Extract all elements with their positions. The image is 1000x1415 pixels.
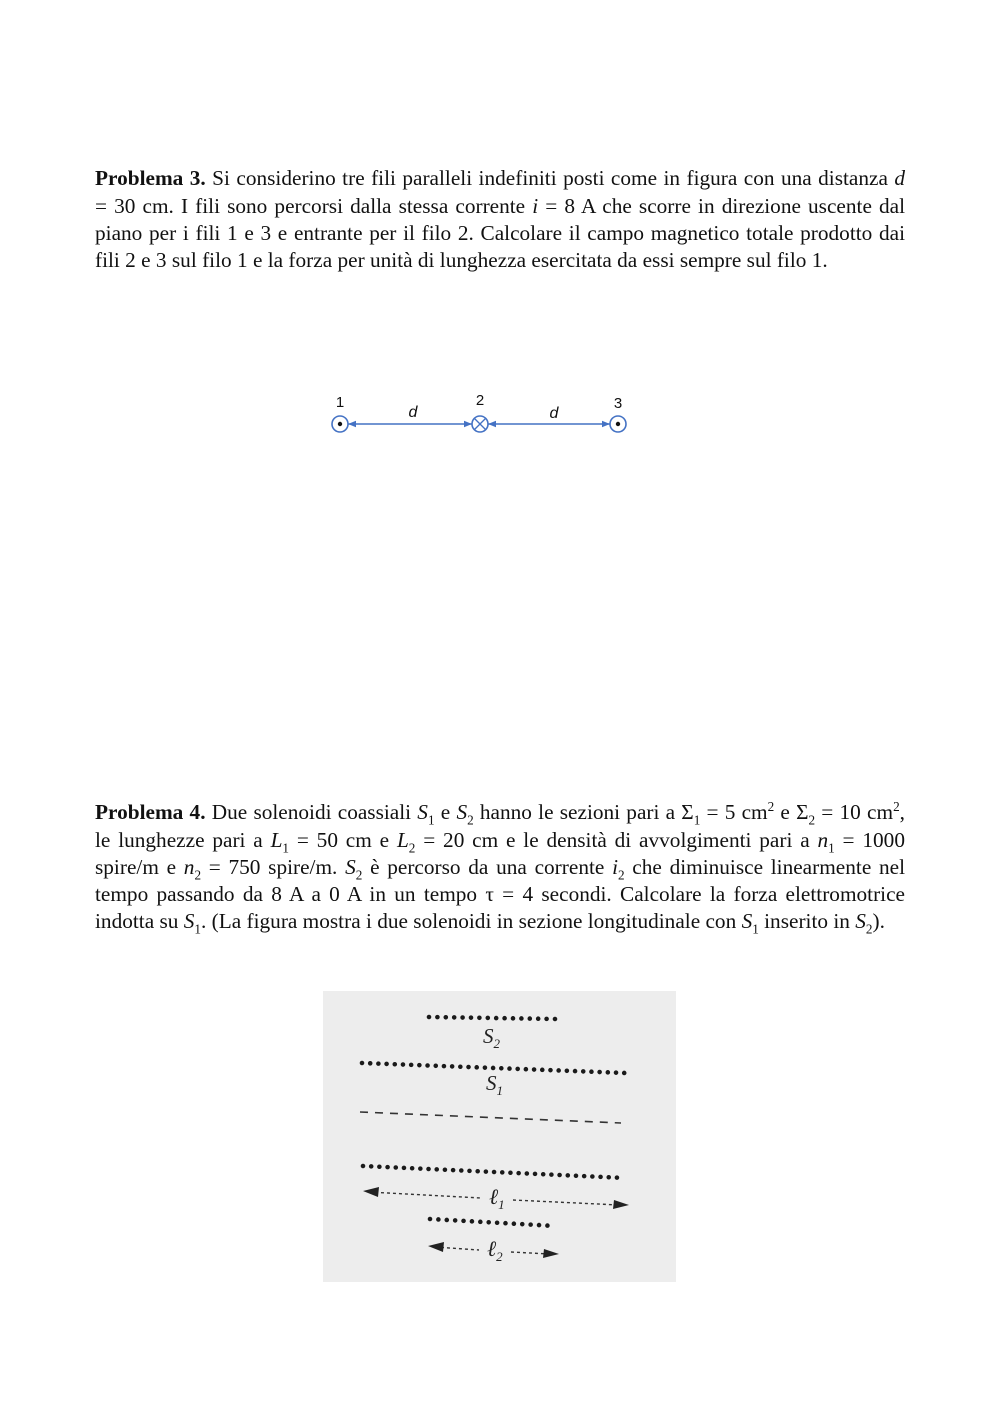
symbol-S: S (456, 800, 468, 825)
text-run: = 1000 spire/m e (95, 827, 905, 879)
subscript: 2 (355, 866, 363, 882)
symbol-S: S (183, 909, 195, 934)
subscript: 1 (828, 839, 835, 855)
subscript: 1 (194, 921, 201, 937)
subscript: 1 (693, 812, 701, 828)
text-run: inserito in (758, 909, 856, 934)
text-run: = 8 A che scorre in direzione uscente dal piano per i fili 1 e 3 e entrante per il filo 2. Calcolare il campo magnetico totale prodotto dai fili 2 e 3 sul filo 1 e la forza per unità di lunghezza esercitata da essi sempre sul filo 1. (95, 193, 906, 272)
text-run: ). (872, 909, 885, 934)
subscript: 2 (617, 866, 625, 882)
variable-d: d (894, 166, 906, 191)
label-s2: $S_2$ (483, 1024, 500, 1051)
subscript: 2 (808, 812, 816, 828)
text-run: = 10 cm (815, 800, 894, 825)
symbol-S: S (855, 909, 866, 934)
text-run: Due solenoidi coassiali (205, 800, 418, 825)
label-l2: ℓ$_2$ (487, 1236, 503, 1264)
wire-1-out-of-plane-icon (332, 416, 348, 432)
symbol-i: i (612, 854, 618, 879)
symbol-S: S (417, 800, 428, 825)
text-run: = 750 spire/m. (201, 854, 346, 879)
problem-3-title: Problema 3. (95, 166, 206, 191)
symbol-L: L (396, 827, 409, 852)
symbol-S: S (345, 854, 356, 879)
distance-label-right: d (549, 405, 559, 422)
subscript: 1 (282, 839, 290, 855)
text-run: Si considerino tre fili paralleli indefiniti posti come in figura con una distanza (205, 166, 895, 191)
solenoids-figure (323, 991, 676, 1282)
label-l1: ℓ$_1$ (489, 1184, 505, 1212)
text-run: e Σ (774, 800, 809, 825)
symbol-n: n (183, 854, 195, 879)
problem-4-text (95, 799, 905, 935)
symbol-S: S (741, 909, 753, 934)
text-run: che diminuisce linearmente nel tempo passando da 8 A a 0 A in un tempo τ = 4 secondi. Calcolare la forza elettromotrice indotta su (95, 854, 906, 934)
symbol-n: n (817, 827, 829, 852)
wire-3-out-of-plane-icon (610, 416, 626, 432)
superscript: 2 (893, 799, 900, 815)
subscript: 2 (408, 839, 416, 855)
subscript: 1 (427, 812, 435, 828)
wire-2-label: 2 (475, 392, 485, 409)
text-run: hanno le sezioni pari a Σ (473, 800, 694, 825)
variable-i: i (532, 193, 539, 218)
text-run: . (La figura mostra i due solenoidi in sezione longitudinale con (200, 909, 742, 934)
text-run: e (434, 800, 457, 825)
text-run: = 20 cm e le densità di avvolgimenti pari a (415, 827, 818, 852)
superscript: 2 (767, 799, 775, 815)
problem-4-title: Problema 4. (95, 800, 206, 825)
subscript: 2 (194, 866, 202, 882)
subscript: 2 (467, 812, 474, 828)
text-run: , le lunghezze pari a (95, 800, 905, 852)
problem-3-text (95, 165, 905, 274)
text-run: = 30 cm. I fili sono percorsi dalla stessa corrente (95, 193, 533, 218)
wire-3-label: 3 (613, 395, 623, 412)
text-run: = 50 cm e (289, 827, 397, 852)
symbol-L: L (270, 827, 283, 852)
subscript: 2 (865, 921, 873, 937)
distance-label-left: d (408, 404, 418, 421)
wire-1-label: 1 (335, 394, 345, 411)
subscript: 1 (752, 921, 759, 937)
label-s1: $S_1$ (486, 1071, 503, 1098)
three-wires-figure (320, 380, 640, 450)
text-run: è percorso da una corrente (362, 854, 613, 879)
text-run: = 5 cm (700, 800, 768, 825)
wire-2-into-plane-icon (472, 416, 488, 432)
